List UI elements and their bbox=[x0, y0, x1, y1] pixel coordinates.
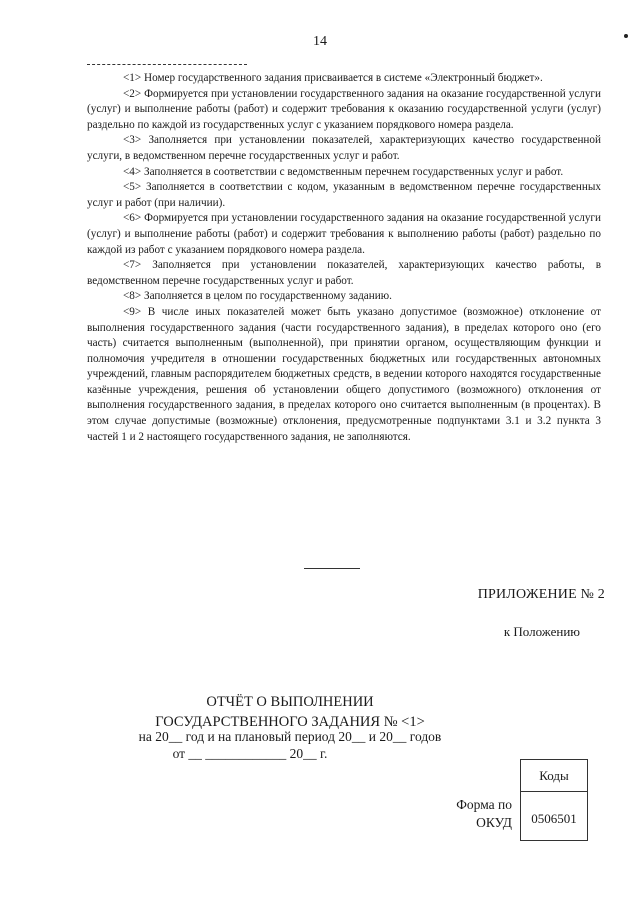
footnote-separator bbox=[87, 64, 247, 65]
footnote-5: <5> Заполняется в соответствии с кодом, указанным в ведомственном перечне государственных услуг и работ (при наличии). bbox=[87, 181, 601, 209]
footnote-3: <3> Заполняется при установлении показателей, характеризующих качество государственной услуги, в ведомственном перечне государственных услуг и работ. bbox=[87, 134, 601, 162]
report-title bbox=[120, 692, 460, 732]
codes-table bbox=[520, 759, 588, 841]
codes-header: Коды bbox=[521, 760, 587, 792]
form-label-line-2: ОКУД bbox=[476, 815, 512, 830]
form-label-line-1: Форма по bbox=[456, 797, 512, 812]
footnote-9: <9> В числе иных показателей может быть указано допустимое (возможное) отклонение от выполнения государственного задания (части государственного задания), в пределах которого оно (его часть) считается выполненным (выполненной), при принятии органом, осуществляющим функции и полномочия учредителя в отношении государственных бюджетных или государственных автономных учреждений, главным распорядителем бюджетных средств, в ведении которого находятся государственные казённые учреждения, решения об установлении общего допустимого (возможного) отклонения от выполнения государственного задания, в пределах которого оно считается выполненным (в процентах). В этом случае допустимые (возможные) отклонения, предусмотренные подпунктами 3.1 и 3.2 пункта 3 частей 1 и 2 настоящего государственного задания, не заполняются. bbox=[87, 305, 601, 443]
okud-code-value: 0506501 bbox=[531, 811, 577, 826]
report-title-line-2: ГОСУДАРСТВЕННОГО ЗАДАНИЯ № <1> bbox=[155, 714, 425, 730]
footnote-7: <7> Заполняется при установлении показателей, характеризующих качество работы, в ведомственном перечне государственных услуг и работ. bbox=[87, 259, 601, 287]
appendix-subtitle: к Положению bbox=[503, 624, 580, 639]
footnote-4: <4> Заполняется в соответствии с ведомственным перечнем государственных услуг и работ. bbox=[123, 165, 564, 178]
report-date-line: от __ ____________ 20__ г. bbox=[172, 746, 328, 761]
appendix-title: ПРИЛОЖЕНИЕ № 2 bbox=[477, 587, 605, 602]
report-title-line-1: ОТЧЁТ О ВЫПОЛНЕНИИ bbox=[206, 694, 374, 710]
corner-mark bbox=[624, 34, 628, 38]
okud-form-label bbox=[440, 796, 512, 832]
footnote-6: <6> Формируется при установлении государственного задания на оказание государственной услуги (услуг) и выполнение работы (работ) и содержит требования к выполнению работы (работ) раздельно по каждой из работ с указанием порядкового номера раздела. bbox=[87, 212, 601, 256]
page-number: 14 bbox=[313, 34, 327, 49]
section-end-rule bbox=[304, 568, 360, 569]
report-period-line: на 20__ год и на плановый период 20__ и 20__ годов bbox=[138, 729, 442, 744]
footnote-8: <8> Заполняется в целом по государственному заданию. bbox=[123, 290, 392, 303]
footnotes bbox=[87, 71, 601, 445]
footnote-2: <2> Формируется при установлении государственного задания на оказание государственной услуги (услуг) и выполнение работы (работ) и содержит требования к оказанию государственной услуги (услуг) раздельно по каждой из государственных услуг с указанием порядкового номера раздела. bbox=[87, 87, 601, 131]
footnote-1: <1> Номер государственного задания присваивается в системе «Электронный бюджет». bbox=[123, 72, 543, 84]
